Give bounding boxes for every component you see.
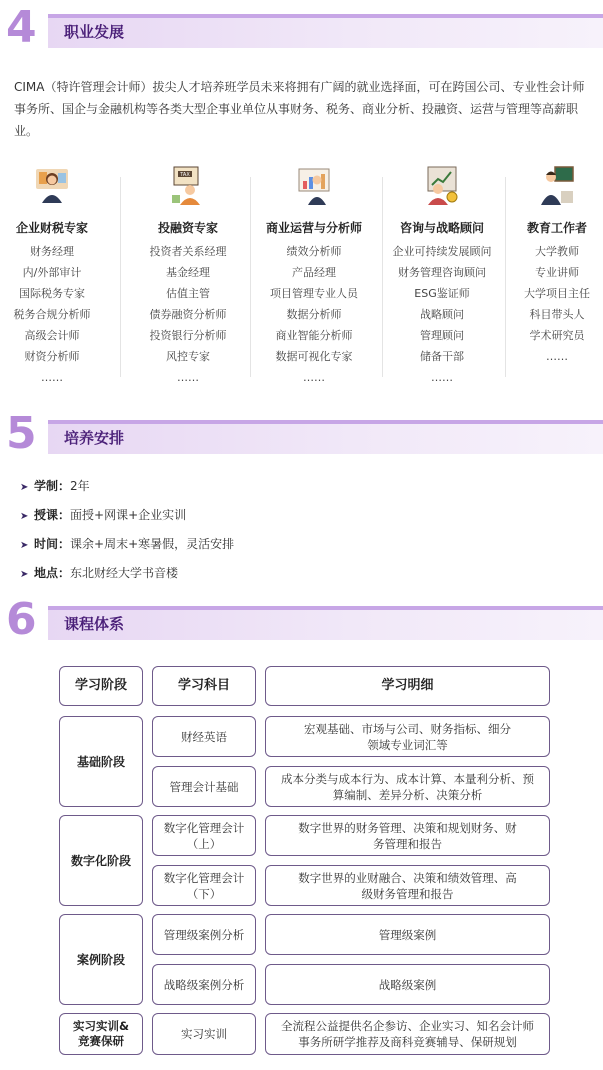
career-role: 战略顾问 (420, 308, 464, 321)
training-plan-list (20, 476, 234, 592)
career-role: 财务管理咨询顾问 (398, 266, 486, 279)
detail-cell: 管理级案例 (265, 914, 550, 955)
plan-value: 面授+网课+企业实训 (70, 508, 187, 522)
plan-label: 时间： (34, 537, 71, 551)
stage-cell: 基础阶段 (59, 716, 143, 807)
career-title: 投融资专家 (157, 221, 218, 235)
career-role: 财资分析师 (24, 350, 80, 363)
detail-cell: 全流程公益提供名企参访、企业实习、知名会计师事务所研学推荐及商科竞赛辅导、保研规划 (265, 1013, 550, 1055)
career-column (497, 165, 603, 367)
career-title: 教育工作者 (526, 221, 587, 235)
career-grid (0, 165, 603, 395)
plan-item (20, 534, 234, 563)
career-title: 咨询与战略顾问 (399, 221, 484, 235)
plan-label: 学制： (34, 479, 71, 493)
career-role: 大学项目主任 (524, 287, 590, 300)
subject-cell: 管理会计基础 (152, 766, 256, 807)
detail-cell: 数字世界的财务管理、决策和规划财务、财务管理和报告 (265, 815, 550, 856)
subject-cell: 管理级案例分析 (152, 914, 256, 955)
career-role: 产品经理 (292, 266, 336, 279)
section-number: 6 (6, 594, 37, 645)
subject-cell: 战略级案例分析 (152, 964, 256, 1005)
svg-text:TAX: TAX (180, 172, 190, 178)
career-role: 国际税务专家 (19, 287, 85, 300)
career-role: 风控专家 (166, 350, 210, 363)
section-4-header (0, 2, 603, 53)
career-role: 数据可视化专家 (275, 350, 353, 363)
stage-cell: 数字化阶段 (59, 815, 143, 906)
subject-cell: 财经英语 (152, 716, 256, 757)
career-role: 专业讲师 (535, 266, 579, 279)
career-role: 项目管理专业人员 (270, 287, 358, 300)
plan-label: 地点： (34, 566, 71, 580)
career-role: 内/外部审计 (22, 266, 82, 279)
header-subject: 学习科目 (152, 666, 256, 706)
stage-cell: 案例阶段 (59, 914, 143, 1005)
consulting-icon (424, 165, 460, 205)
plan-value: 2年 (70, 479, 90, 493)
section-band (48, 14, 603, 48)
career-role: 高级会计师 (24, 329, 80, 342)
career-column (0, 165, 112, 388)
career-column (382, 165, 502, 388)
career-role: 财务经理 (30, 245, 74, 258)
career-role: 税务合规分析师 (13, 308, 91, 321)
section-band (48, 420, 603, 454)
section-number: 5 (6, 408, 37, 459)
section-number: 4 (6, 2, 37, 53)
career-role: 储备干部 (420, 350, 464, 363)
career-role: 绩效分析师 (286, 245, 342, 258)
subject-cell: 数字化管理会计（上） (152, 815, 256, 856)
section-title: 职业发展 (64, 23, 125, 41)
career-role: …… (546, 350, 568, 363)
section-title: 培养安排 (64, 429, 125, 447)
section-5-header (0, 408, 603, 459)
tax-investment-icon (170, 165, 206, 205)
divider (120, 177, 121, 377)
teacher-icon (539, 165, 575, 205)
plan-item (20, 476, 234, 505)
career-column (128, 165, 248, 388)
career-role: 企业可持续发展顾问 (392, 245, 492, 258)
plan-label: 授课： (34, 508, 71, 522)
subject-cell: 实习实训 (152, 1013, 256, 1055)
arrow-icon: ➤ (20, 569, 29, 580)
career-role: …… (303, 371, 325, 384)
arrow-icon: ➤ (20, 482, 29, 493)
section-title: 课程体系 (64, 615, 125, 633)
detail-cell: 数字世界的业财融合、决策和绩效管理、高级财务管理和报告 (265, 865, 550, 906)
detail-cell: 成本分类与成本行为、成本计算、本量利分析、预算编制、差异分析、决策分析 (265, 766, 550, 807)
career-role: 债券融资分析师 (149, 308, 227, 321)
accountant-icon (34, 165, 70, 205)
career-role: 投资者关系经理 (149, 245, 227, 258)
career-role: …… (177, 371, 199, 384)
career-column (254, 165, 374, 388)
header-detail: 学习明细 (265, 666, 550, 706)
plan-item (20, 563, 234, 592)
arrow-icon: ➤ (20, 540, 29, 551)
career-role: 数据分析师 (286, 308, 342, 321)
section-6-header (0, 594, 603, 645)
career-role: 大学教师 (535, 245, 579, 258)
career-title: 企业财税专家 (15, 221, 88, 235)
career-role: 投资银行分析师 (149, 329, 227, 342)
arrow-icon: ➤ (20, 511, 29, 522)
plan-value: 东北财经大学书音楼 (70, 566, 179, 580)
plan-value: 课余+周末+寒暑假，灵活安排 (70, 537, 235, 551)
header-stage: 学习阶段 (59, 666, 143, 706)
subject-cell: 数字化管理会计（下） (152, 865, 256, 906)
career-role: 商业智能分析师 (275, 329, 353, 342)
career-role: 估值主管 (166, 287, 210, 300)
detail-cell: 宏观基础、市场与公司、财务指标、细分领域专业词汇等 (265, 716, 550, 757)
career-role: 管理顾问 (420, 329, 464, 342)
career-role: …… (41, 371, 63, 384)
divider (250, 177, 251, 377)
career-title: 商业运营与分析师 (265, 221, 362, 235)
stage-cell: 实习实训&竞赛保研 (59, 1013, 143, 1055)
career-intro: CIMA（特许管理会计师）拔尖人才培养班学员未来将拥有广阔的就业选择面，可在跨国公司、专业性会计师事务所、国企与金融机构等各类大型企事业单位从事财务、税务、商业分析、投融资、运营与管理等高薪职业。 (14, 80, 585, 138)
plan-item (20, 505, 234, 534)
career-role: 基金经理 (166, 266, 210, 279)
career-role: …… (431, 371, 453, 384)
analytics-icon (296, 165, 332, 205)
detail-cell: 战略级案例 (265, 964, 550, 1005)
section-band (48, 606, 603, 640)
career-role: 学术研究员 (529, 329, 585, 342)
career-role: ESG鉴证师 (414, 287, 470, 300)
career-role: 科目带头人 (529, 308, 585, 321)
